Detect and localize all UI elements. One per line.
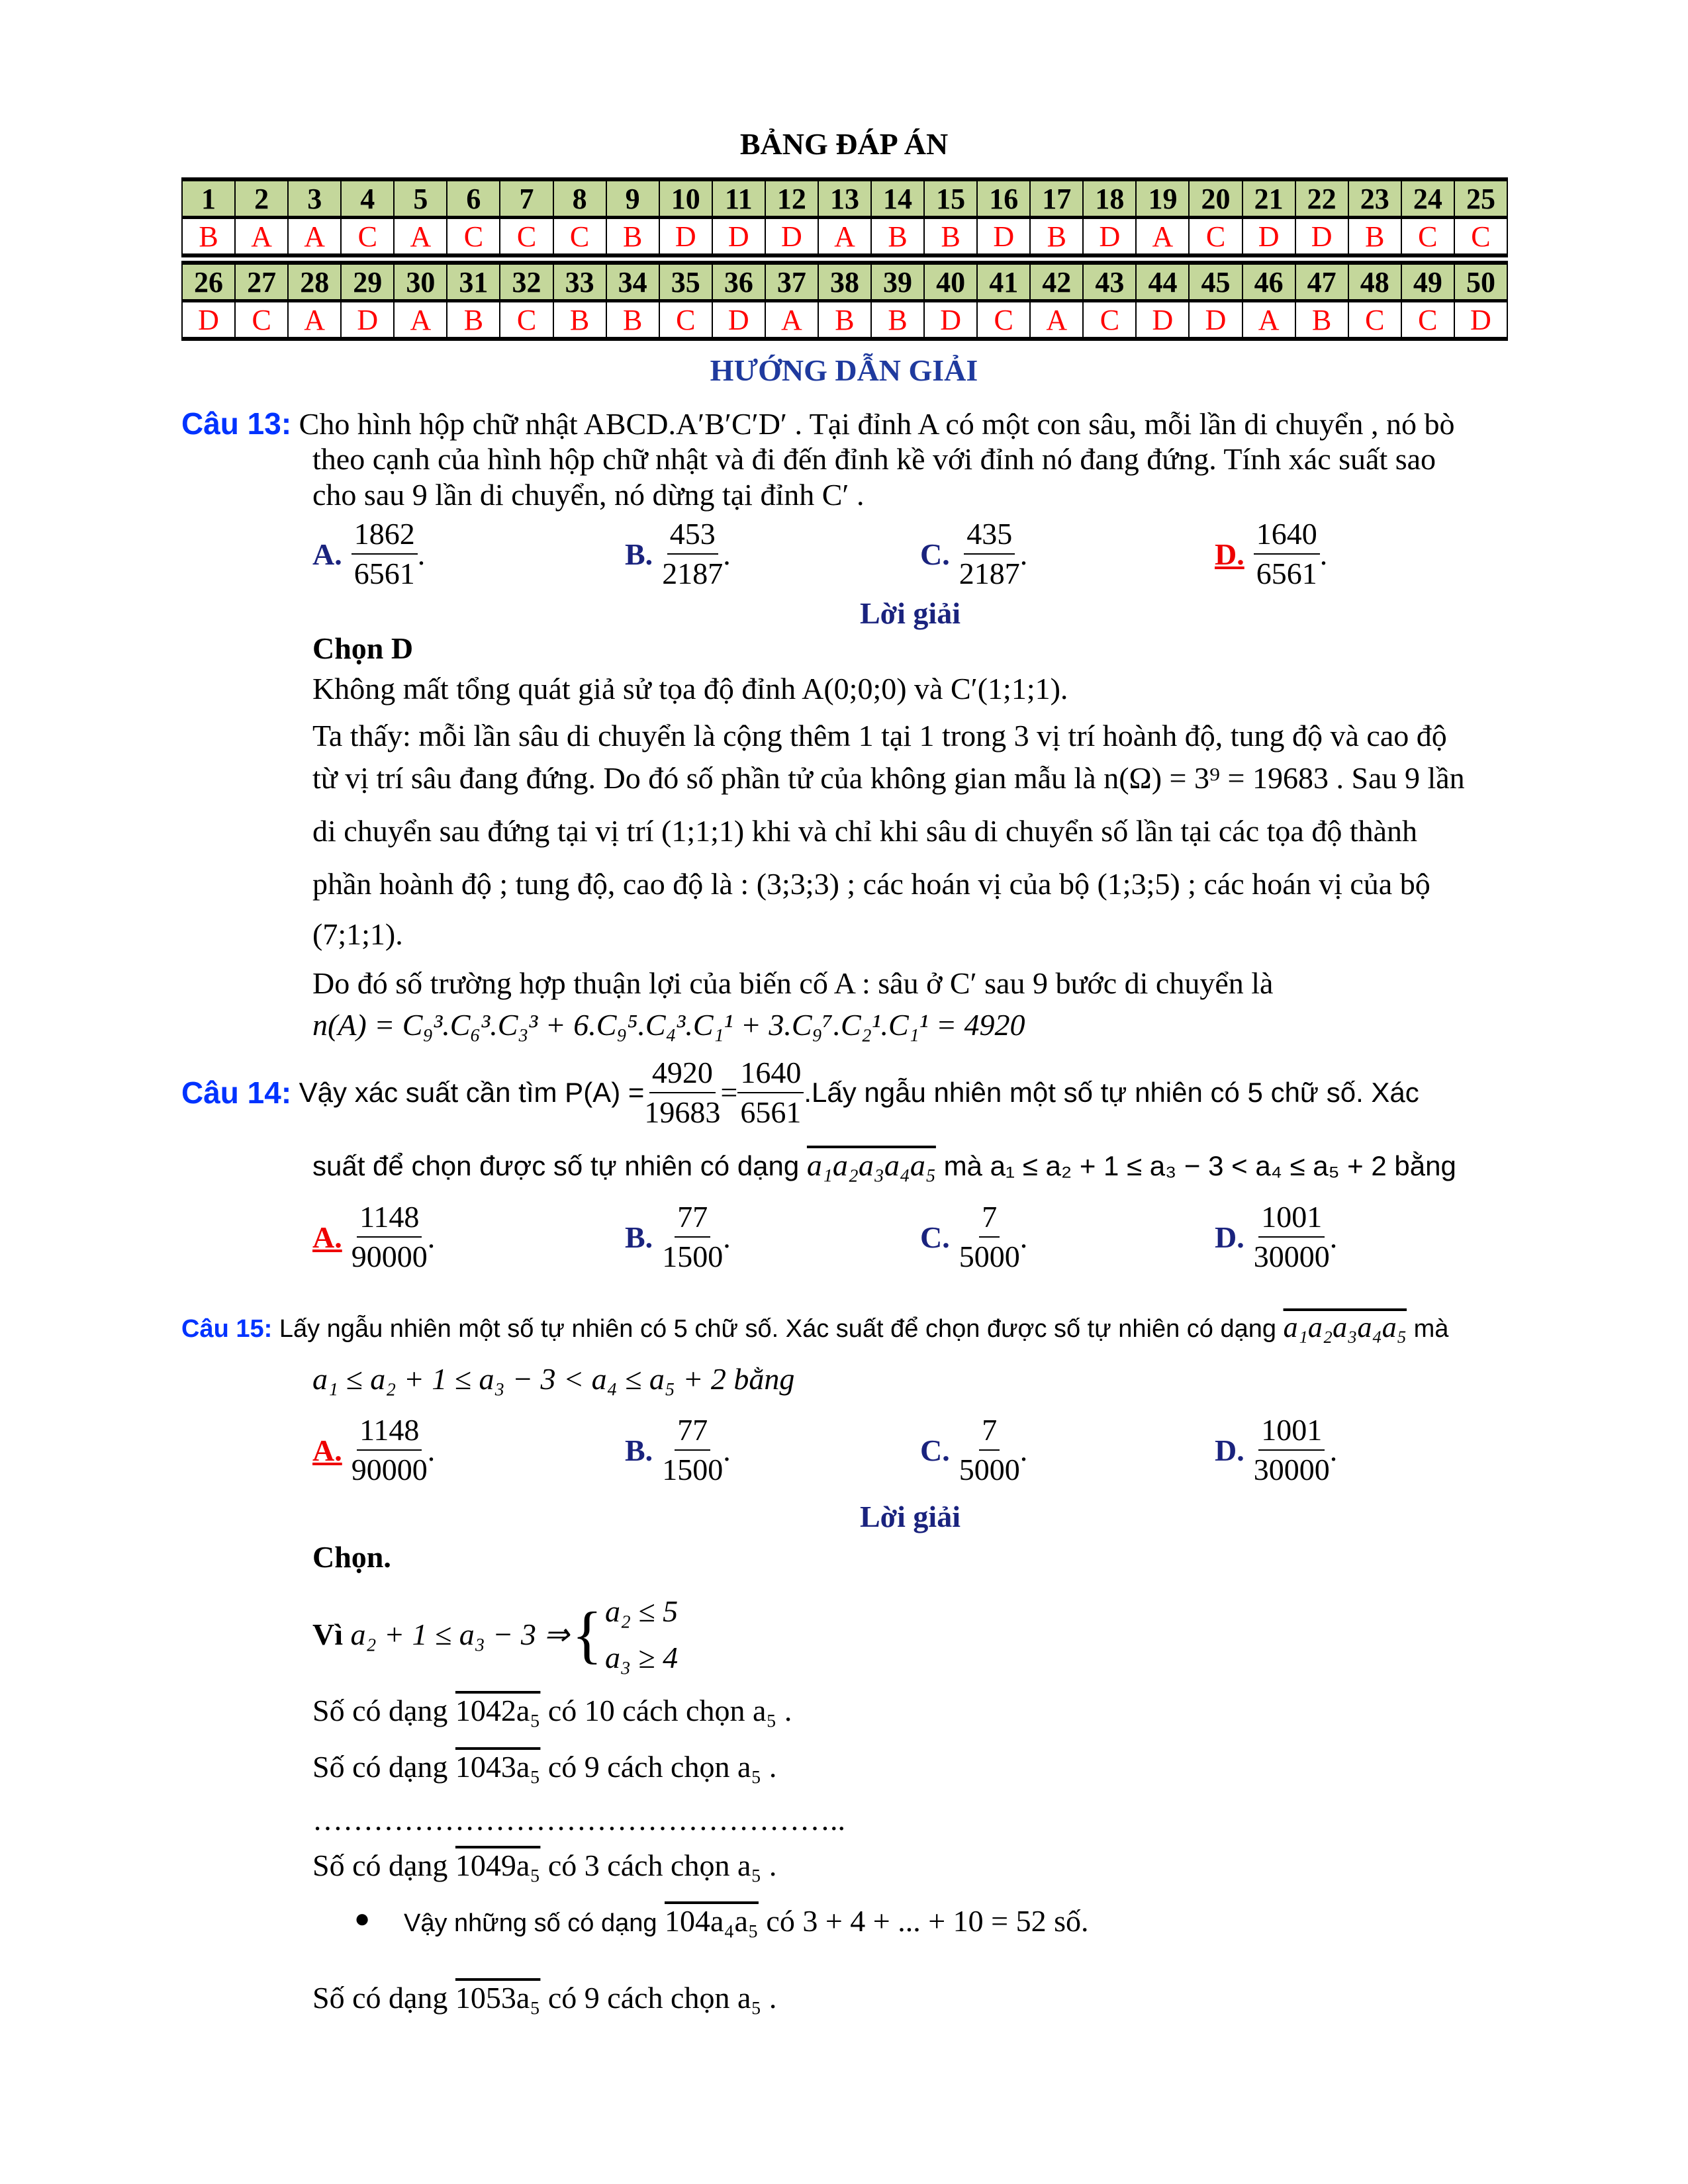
answer-cell: A	[394, 301, 447, 340]
fraction: $\frac{7}{5000}$	[959, 1411, 1020, 1489]
answer-cell: C	[447, 218, 500, 256]
answer-cell: B	[553, 301, 606, 340]
solution-line: di chuyển sau đứng tại vị trí (1;1;1) khi và chỉ khi sâu di chuyển số lần tại các tọa độ thành	[312, 814, 1418, 848]
question-number-cell: 5	[394, 179, 447, 218]
answer-cell: B	[1295, 301, 1348, 340]
number-form: 1049a₅	[455, 1848, 541, 1882]
question-number-cell: 4	[341, 179, 394, 218]
answers-row	[182, 218, 1507, 256]
fraction: $\frac{77}{1500}$	[662, 1411, 723, 1489]
option-letter: C.	[920, 1433, 950, 1467]
answer-cell: B	[1030, 218, 1083, 256]
chosen-answer: Chọn.	[312, 1540, 391, 1574]
option-letter: A.	[312, 1220, 342, 1254]
fraction: $\frac{1640}{6561}$	[737, 1054, 804, 1132]
question-number-cell: 24	[1401, 179, 1454, 218]
option-letter: B.	[625, 1220, 653, 1254]
option-c[interactable]	[920, 1411, 1027, 1489]
answer-cell: C	[500, 218, 553, 256]
answer-cell: A	[1136, 218, 1189, 256]
question-number-cell: 44	[1136, 263, 1189, 301]
answer-cell: C	[1454, 218, 1507, 256]
question-text: theo cạnh của hình hộp chữ nhật và đi đến đỉnh kề với đỉnh nó đang đứng. Tính xác suất sao	[312, 442, 1436, 476]
question-number-cell: 39	[871, 263, 924, 301]
question-number-cell: 6	[447, 179, 500, 218]
answer-cell: A	[394, 218, 447, 256]
guide-title: HƯỚNG DẪN GIẢI	[710, 353, 978, 387]
option-a[interactable]	[312, 1198, 435, 1276]
question-label: Câu 15:	[181, 1315, 273, 1343]
question-number-cell: 49	[1401, 263, 1454, 301]
question-text: Lấy ngẫu nhiên một số tự nhiên có 5 chữ số. Xác suất để chọn được số tự nhiên có dạng	[279, 1315, 1277, 1343]
fraction: $\frac{1148}{90000}$	[352, 1411, 428, 1489]
question-number-cell: 19	[1136, 179, 1189, 218]
answer-cell: B	[871, 301, 924, 340]
option-letter: C.	[920, 1220, 950, 1254]
period: .	[1019, 537, 1028, 571]
period: .	[723, 1220, 731, 1254]
solution-text: có 3 + 4 + ... + 10 = 52 số.	[766, 1904, 1089, 1938]
answer-cell: D	[1189, 301, 1242, 340]
solution-line: Ta thấy: mỗi lần sâu di chuyển là cộng thêm 1 tại 1 trong 3 vị trí hoành độ, tung độ và cao độ	[312, 719, 1447, 752]
period: .	[417, 537, 426, 571]
option-b[interactable]	[625, 1411, 731, 1489]
solution-line	[312, 1847, 776, 1884]
numbers-row	[182, 263, 1507, 301]
answer-cell: D	[182, 301, 235, 340]
question-number-cell: 7	[500, 179, 553, 218]
solution-text: có 3 cách chọn a₅ .	[547, 1848, 777, 1882]
solution-line	[312, 1692, 792, 1729]
answer-cell: B	[818, 301, 871, 340]
answer-cell: C	[1083, 301, 1136, 340]
question-number-cell: 14	[871, 179, 924, 218]
solution-text: Vì	[312, 1617, 343, 1651]
answer-cell: D	[341, 301, 394, 340]
option-b[interactable]	[625, 1198, 731, 1276]
number-form: a₁a₂a₃a₄a₅	[806, 1148, 936, 1182]
question-number-cell: 1	[182, 179, 235, 218]
option-d[interactable]	[1215, 515, 1327, 593]
solution-text: Vậy những số có dạng	[404, 1909, 657, 1937]
question-number-cell: 23	[1348, 179, 1401, 218]
number-form: 1053a₅	[455, 1981, 541, 2015]
question-text: .Lấy ngẫu nhiên một số tự nhiên có 5 chữ số. Xác	[804, 1077, 1419, 1108]
number-form: 1042a₅	[455, 1694, 541, 1727]
answer-cell: A	[818, 218, 871, 256]
question-number-cell: 40	[924, 263, 977, 301]
period: .	[1329, 1433, 1338, 1467]
question-text: cho sau 9 lần di chuyển, nó dừng tại đỉnh C′ .	[312, 478, 865, 512]
question-number-cell: 41	[977, 263, 1030, 301]
fraction: $\frac{1862}{6561}$	[352, 515, 418, 593]
fraction: $\frac{4920}{19683}$	[644, 1054, 720, 1132]
question-number-cell: 32	[500, 263, 553, 301]
period: .	[1019, 1220, 1028, 1254]
question-number-cell: 3	[288, 179, 341, 218]
answer-cell: C	[659, 301, 712, 340]
answer-cell: D	[765, 218, 818, 256]
answers-row	[182, 301, 1507, 340]
chosen-answer: Chọn D	[312, 631, 414, 665]
system-line: a₃ ≥ 4	[604, 1641, 679, 1674]
fraction: $\frac{77}{1500}$	[662, 1198, 723, 1276]
question-number-cell: 9	[606, 179, 659, 218]
numbers-row	[182, 179, 1507, 218]
solution-text: Số có dạng	[312, 1750, 448, 1784]
answer-cell: D	[924, 301, 977, 340]
answer-cell: C	[977, 301, 1030, 340]
question-number-cell: 15	[924, 179, 977, 218]
option-letter: A.	[312, 1433, 342, 1467]
period: .	[1319, 537, 1328, 571]
question-number-cell: 27	[235, 263, 288, 301]
period: .	[427, 1433, 436, 1467]
answer-cell: D	[1454, 301, 1507, 340]
question-number-cell: 30	[394, 263, 447, 301]
question-number-cell: 31	[447, 263, 500, 301]
number-form: 104a₄a₅	[665, 1904, 759, 1938]
fraction: $\frac{1640}{6561}$	[1254, 515, 1320, 593]
question-number-cell: 16	[977, 179, 1030, 218]
solution-line: (7;1;1).	[312, 917, 403, 951]
question-number-cell: 29	[341, 263, 394, 301]
question-text: suất để chọn được số tự nhiên có dạng	[312, 1150, 800, 1181]
answer-cell: C	[553, 218, 606, 256]
question-text: mà	[1413, 1315, 1449, 1343]
solution-title: Lời giải	[860, 1500, 961, 1533]
solution-line	[312, 1749, 776, 1786]
question-number-cell: 37	[765, 263, 818, 301]
brace: {	[571, 1599, 602, 1670]
question-number-cell: 17	[1030, 179, 1083, 218]
question-number-cell: 38	[818, 263, 871, 301]
question-number-cell: 10	[659, 179, 712, 218]
question-number-cell: 34	[606, 263, 659, 301]
answer-cell: D	[659, 218, 712, 256]
solution-text: Số có dạng	[312, 1694, 448, 1727]
fraction: $\frac{1148}{90000}$	[352, 1198, 428, 1276]
answer-cell: A	[765, 301, 818, 340]
solution-text: Số có dạng	[312, 1981, 448, 2015]
solution-text: Số có dạng	[312, 1848, 448, 1882]
question-number-cell: 8	[553, 179, 606, 218]
answer-cell: C	[1401, 218, 1454, 256]
period: .	[723, 1433, 731, 1467]
answer-table-2	[181, 261, 1508, 341]
question-number-cell: 26	[182, 263, 235, 301]
answer-cell: D	[712, 218, 765, 256]
question-number-cell: 33	[553, 263, 606, 301]
answer-cell: D	[712, 301, 765, 340]
solution-text: ……………………………………………..	[312, 1803, 845, 1837]
number-form: a₁a₂a₃a₄a₅	[1283, 1311, 1407, 1343]
question-number-cell: 13	[818, 179, 871, 218]
answer-cell: C	[500, 301, 553, 340]
answer-cell: A	[288, 218, 341, 256]
question-number-cell: 21	[1243, 179, 1295, 218]
question-number-cell: 35	[659, 263, 712, 301]
answer-cell: D	[1243, 218, 1295, 256]
answer-cell: A	[1030, 301, 1083, 340]
question-number-cell: 2	[235, 179, 288, 218]
question-number-cell: 43	[1083, 263, 1136, 301]
question-number-cell: 11	[712, 179, 765, 218]
question-text: a₁ ≤ a₂ + 1 ≤ a₃ − 3 < a₄ ≤ a₅ + 2 bằng	[312, 1362, 795, 1396]
solution-line: Không mất tổng quát giả sử tọa độ đỉnh A(0;0;0) và C′(1;1;1).	[312, 672, 1068, 705]
solution-formula: a₂ + 1 ≤ a₃ − 3 ⇒	[350, 1617, 569, 1651]
answer-cell: C	[1189, 218, 1242, 256]
question-text: Cho hình hộp chữ nhật ABCD.A′B′C′D′ . Tại đỉnh A có một con sâu, mỗi lần di chuyển , nó bò	[299, 407, 1455, 441]
question-number-cell: 50	[1454, 263, 1507, 301]
answer-cell: D	[977, 218, 1030, 256]
solution-line: Do đó số trường hợp thuận lợi của biến cố A : sâu ở C′ sau 9 bước di chuyển là	[312, 966, 1274, 1000]
question-number-cell: 48	[1348, 263, 1401, 301]
option-c[interactable]	[920, 1198, 1027, 1276]
question-text: Vậy xác suất cần tìm P(A) =	[299, 1077, 645, 1108]
answer-cell: A	[1243, 301, 1295, 340]
answer-table-1	[181, 177, 1508, 257]
answer-cell: A	[235, 218, 288, 256]
answer-key-title: BẢNG ĐÁP ÁN	[739, 127, 949, 161]
answer-cell: B	[182, 218, 235, 256]
question-text: mà a₁ ≤ a₂ + 1 ≤ a₃ − 3 < a₄ ≤ a₅ + 2 bằng	[943, 1150, 1456, 1181]
question-number-cell: 22	[1295, 179, 1348, 218]
answer-cell: C	[1348, 301, 1401, 340]
option-letter: C.	[920, 537, 950, 571]
question-number-cell: 25	[1454, 179, 1507, 218]
period: .	[723, 537, 731, 571]
solution-text: có 9 cách chọn a₅ .	[547, 1981, 777, 2015]
option-a[interactable]	[312, 515, 425, 593]
option-letter: B.	[625, 1433, 653, 1467]
answer-cell: C	[341, 218, 394, 256]
period: .	[427, 1220, 436, 1254]
option-b[interactable]	[625, 515, 731, 593]
option-d[interactable]	[1215, 1198, 1337, 1276]
solution-line	[312, 1801, 845, 1839]
fraction: $\frac{435}{2187}$	[959, 515, 1020, 593]
option-letter: D.	[1215, 1433, 1244, 1467]
answer-cell: C	[235, 301, 288, 340]
question-number-cell: 45	[1189, 263, 1242, 301]
option-a[interactable]	[312, 1411, 435, 1489]
fraction: $\frac{7}{5000}$	[959, 1198, 1020, 1276]
question-number-cell: 28	[288, 263, 341, 301]
option-letter: A.	[312, 537, 342, 571]
question-number-cell: 12	[765, 179, 818, 218]
question-number-cell: 47	[1295, 263, 1348, 301]
question-label: Câu 14:	[181, 1075, 292, 1110]
answer-cell: B	[871, 218, 924, 256]
answer-cell: B	[924, 218, 977, 256]
answer-cell: B	[1348, 218, 1401, 256]
option-letter: D.	[1215, 537, 1244, 571]
question-number-cell: 20	[1189, 179, 1242, 218]
answer-cell: B	[606, 218, 659, 256]
question-number-cell: 18	[1083, 179, 1136, 218]
period: .	[1329, 1220, 1338, 1254]
solution-title: Lời giải	[860, 596, 961, 630]
solution-formula: n(A) = C₉³.C₆³.C₃³ + 6.C₉⁵.C₄³.C₁¹ + 3.C₉⁷.C₂¹.C₁¹ = 4920	[312, 1008, 1025, 1042]
answer-cell: D	[1136, 301, 1189, 340]
bullet-icon: ●	[354, 1903, 371, 1933]
option-letter: B.	[625, 537, 653, 571]
period: .	[1019, 1433, 1028, 1467]
system-line: a₂ ≤ 5	[604, 1594, 679, 1628]
solution-line: phần hoành độ ; tung độ, cao độ là : (3;3;3) ; các hoán vị của bộ (1;3;5) ; các hoán vị của bộ	[312, 867, 1430, 901]
fraction: $\frac{453}{2187}$	[662, 515, 723, 593]
solution-line: từ vị trí sâu đang đứng. Do đó số phần tử của không gian mẫu là n(Ω) = 3⁹ = 19683 . Sau 9 lần	[312, 761, 1465, 795]
question-number-cell: 36	[712, 263, 765, 301]
question-label: Câu 13:	[181, 406, 292, 441]
answer-cell: A	[288, 301, 341, 340]
question-number-cell: 46	[1243, 263, 1295, 301]
fraction: $\frac{1001}{30000}$	[1254, 1198, 1330, 1276]
answer-cell: B	[447, 301, 500, 340]
answer-cell: B	[606, 301, 659, 340]
option-d[interactable]	[1215, 1411, 1337, 1489]
fraction: $\frac{1001}{30000}$	[1254, 1411, 1330, 1489]
number-form: 1043a₅	[455, 1750, 541, 1784]
answer-cell: D	[1295, 218, 1348, 256]
answer-cell: C	[1401, 301, 1454, 340]
question-number-cell: 42	[1030, 263, 1083, 301]
option-c[interactable]	[920, 515, 1027, 593]
solution-text: có 9 cách chọn a₅ .	[547, 1750, 777, 1784]
answer-cell: D	[1083, 218, 1136, 256]
option-letter: D.	[1215, 1220, 1244, 1254]
solution-text: có 10 cách chọn a₅ .	[547, 1694, 792, 1727]
